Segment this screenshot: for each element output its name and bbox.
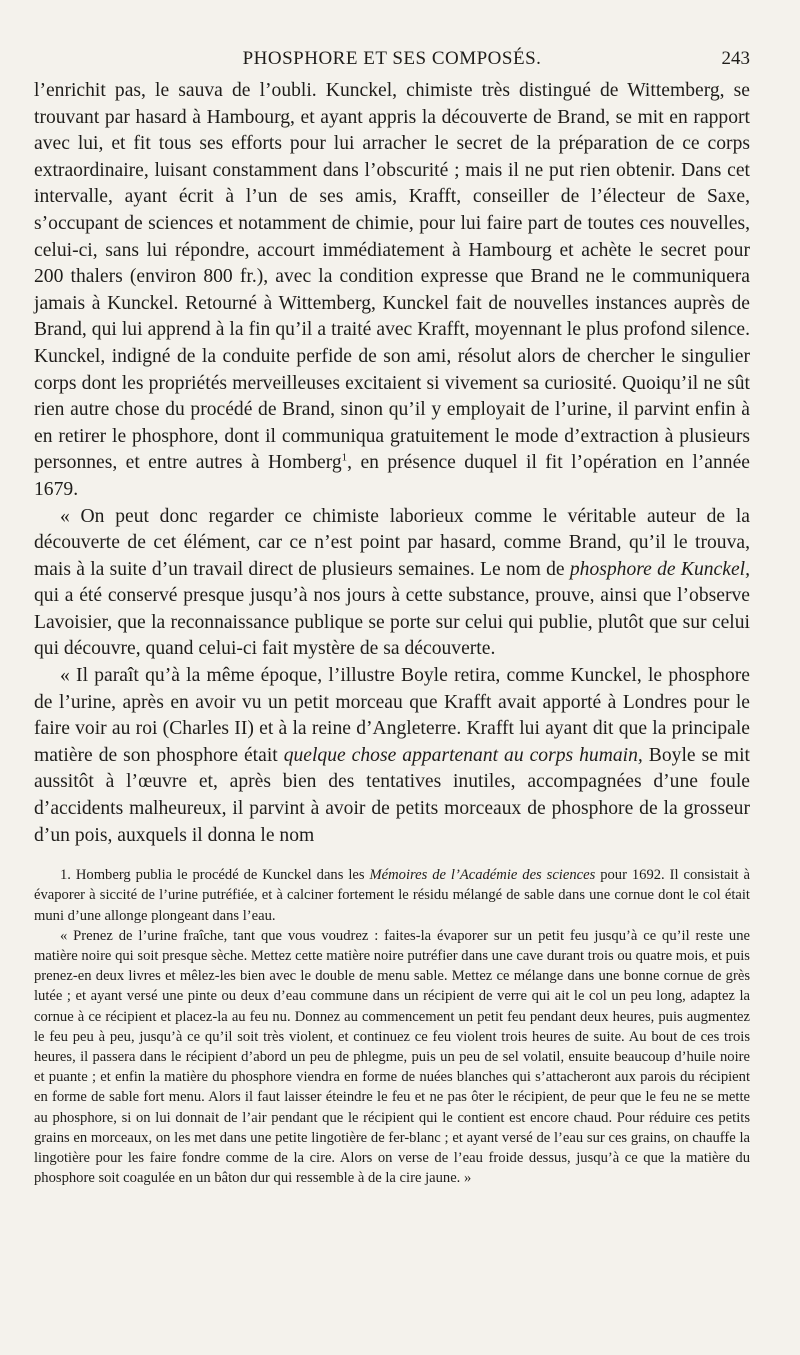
page-number: 243: [721, 48, 750, 69]
footnotes: [34, 865, 750, 1188]
main-text: [34, 78, 750, 849]
footnote-1-italic: Mémoires de l’Académie des sciences: [369, 867, 596, 884]
paragraph-3-text-end: Boyle se mit aussitôt à l’œuvre et, après bien des tentatives inutiles, accompagnées d’une foule d’accidents malheureux, il parvint à avoir de petits morceaux de phosphore de la grosseur d’un pois, auxquels il donna le nom: [34, 744, 750, 846]
paragraph-2-text-end: qui a été conservé presque jusqu’à nos jours à cette substance, prouve, ainsi que l’observe Lavoisier, que la reconnaissance publique se porte sur celui qui publie, plutôt que sur celui qui découvre, quand celui-ci fait mystère de sa découverte.: [34, 585, 750, 660]
paragraph-1: [34, 78, 750, 504]
footnote-1-text: Homberg publia le procédé de Kunckel dans les: [70, 867, 370, 884]
page-header: [34, 38, 750, 78]
paragraph-2: [34, 504, 750, 664]
paragraph-3: [34, 663, 750, 849]
paragraph-3-italic: quelque chose appartenant au corps humain,: [283, 744, 643, 766]
running-title: PHOSPHORE ET SES COMPOSÉS.: [242, 48, 542, 69]
paragraph-3-text: « Il paraît qu’à la même époque, l’illustre Boyle retira, comme Kunckel, le phosphore de l’urine, après en avoir vu un petit morceau que Krafft avait apporté à Londres pour le faire voir au roi (Charles II) et à la reine d’Angleterre. Krafft lui ayant dit que la principale matière de son phosphore était: [34, 665, 750, 766]
footnote-reference: 1: [341, 451, 348, 464]
paragraph-1-text-end: , en présence duquel il fit l’opération en l’année 1679.: [34, 452, 750, 500]
footnote-1-quote: « Prenez de l’urine fraîche, tant que vous voudrez : faites-la évaporer sur un petit feu jusqu’à ce qu’il reste une matière noire qui soit presque sèche. Mettez cette matière noire putréfier dans une cave durant trois ou quatre mois, et puis prenez-en deux livres et mêlez-les bien avec le double de menu sable. Mettez ce mélange dans une bonne cornue de grès lutée ; et ayant versé une pinte ou deux d’eau commune dans un récipient de verre qui ait le col un peu long, adaptez la cornue à ce récipient et placez-la au feu nu. Donnez au commencement un petit feu pendant deux heures, puis augmentez le feu peu à peu, jusqu’à ce qu’il soit très violent, et continuez ce feu violent trois heures de suite. Au bout de ces trois heures, il passera dans le récipient d’abord un peu de phlegme, puis un peu de sel volatil, ensuite beaucoup d’huile noire et puante ; et enfin la matière du phosphore viendra en forme de nuées blanches qui s’attacheront aux parois du récipient en forme de sable fort menu. Alors il faut laisser éteindre le feu et ne pas ôter le récipient, de peur que le feu ne se mette au phosphore, si on lui donnait de l’air pendant que le récipient qui le contient est encore chaud. Pour réduire ces petits grains en morceaux, on les met dans une petite lingotière de fer-blanc ; et ayant versé de l’eau sur ces grains, on chauffe la lingotière pour les faire fondre comme de la cire. Alors on verse de l’eau froide dessus, jusqu’à ce que la matière du phosphore soit coagulée en un bâton dur qui ressemble à de la cire jaune. »: [34, 927, 750, 1187]
footnote-1: [34, 865, 750, 926]
paragraph-1-text: l’enrichit pas, le sauva de l’oubli. Kunckel, chimiste très distingué de Wittemberg, se trouvant par hasard à Hambourg, et ayant appris la découverte de Brand, se mit en rapport avec lui, et fit tous ses efforts pour lui arracher le secret de la préparation de ce corps extraordinaire, luisant constamment dans l’obscurité ; mais il ne put rien obtenir. Dans cet intervalle, ayant écrit à l’un de ses amis, Krafft, conseiller de l’électeur de Saxe, s’occupant de sciences et notamment de chimie, pour lui faire part de toutes ces nouvelles, celui-ci, sans lui répondre, accourt immédiatement à Hambourg et achète le secret pour 200 thalers (environ 800 fr.), avec la condition expresse que Brand ne le communiquera jamais à Kunckel. Retourné à Wittemberg, Kunckel fait de nouvelles instances auprès de Brand, qui lui apprend à la fin qu’il a traité avec Krafft, moyennant le plus profond silence. Kunckel, indigné de la conduite perfide de son ami, résolut alors de chercher le singulier corps dont les propriétés merveilleuses excitaient si vivement sa curiosité. Quoiqu’il ne sût rien autre chose du procédé de Brand, sinon qu’il y employait de l’urine, il parvint enfin à en retirer le phosphore, dont il communiqua gratuitement le mode d’extraction à plusieurs personnes, et entre autres à Homberg: [34, 80, 750, 474]
footnote-number: 1.: [60, 867, 71, 884]
paragraph-2-italic: phosphore de Kunckel,: [569, 558, 750, 580]
footnote-1-text-end: pour 1692. Il consistait à évaporer à siccité de l’urine putréfiée, et à calciner fortement le résidu mélangé de sable dans une cornue dont le col était muni d’une allonge plongeant dans l’eau.: [34, 867, 750, 924]
paragraph-2-text: « On peut donc regarder ce chimiste laborieux comme le véritable auteur de la découverte de cet élément, car ce n’est point par hasard, comme Brand, qu’il le trouva, mais à la suite d’un travail direct de plusieurs semaines. Le nom de: [34, 505, 750, 580]
